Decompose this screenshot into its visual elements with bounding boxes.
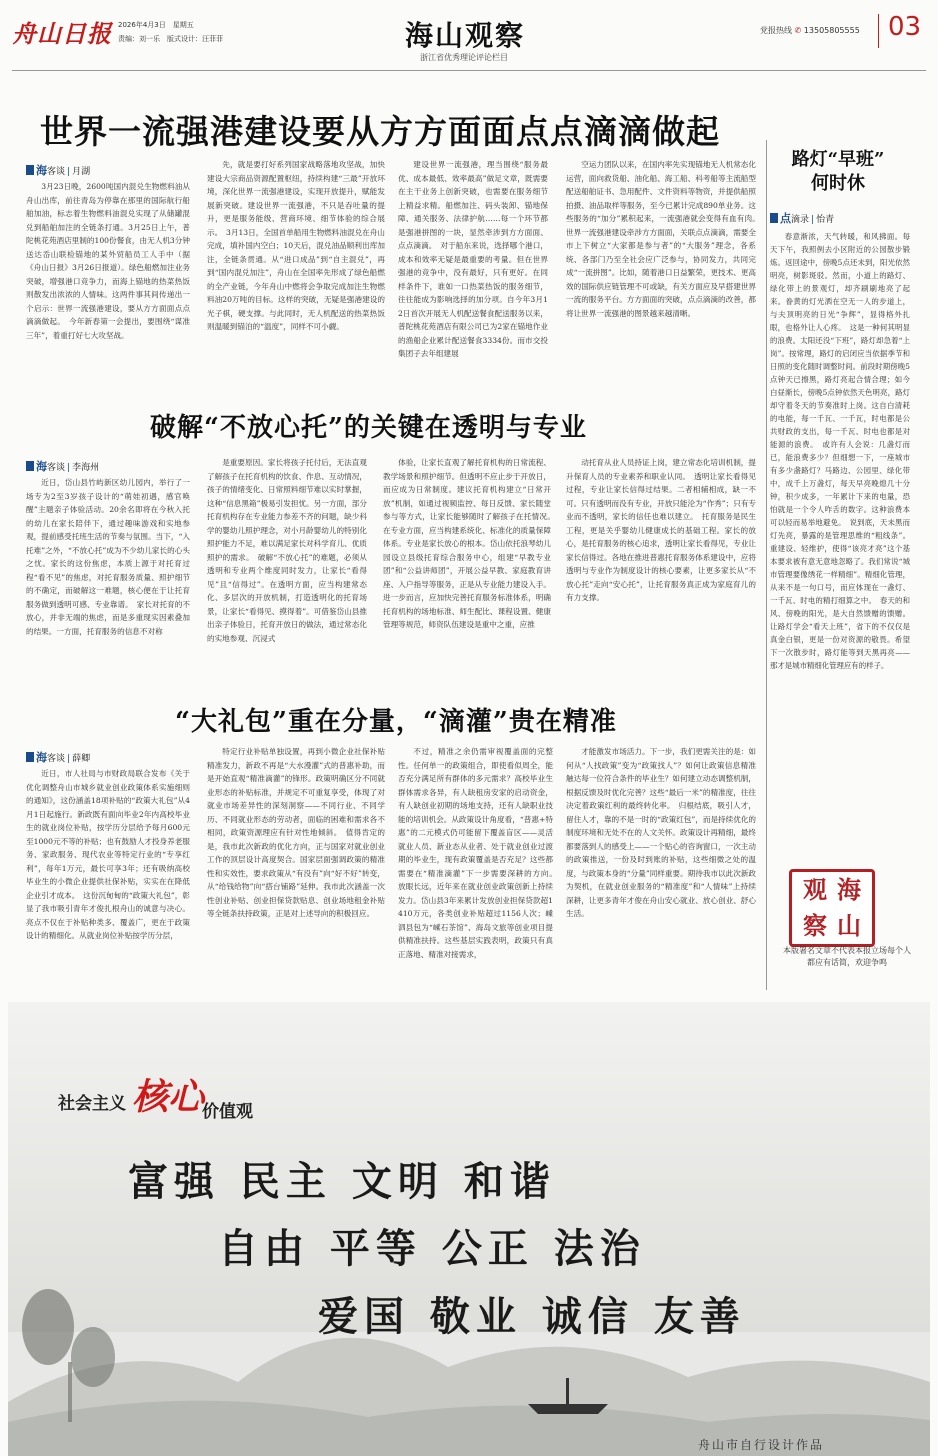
article2-column-1: [26, 476, 190, 684]
byline-square-icon: [26, 165, 34, 175]
paragraph: 才能激发市场活力。下一步，我们更需关注的是：如何从“人找政策”变为“政策找人”？如何让政策信息精准触达每一位符合条件的毕业生？如何建立动态调整机制，根据反馈及时优化完善？这些“最后一米”的精准度，往往决定着政策红利的最终转化率。 归根结底，吸引人才，留住人才，靠的不是一时的“政策红包”，而是持续优化的制度环境和无处不在的人文关怀。政策设计再精细，最终都要落到人的感受上——一个贴心的咨询窗口，一次主动的政策推送，一份及时到账的补贴，这些细微之处的温度，与政策本身的“分量”同样重要。期待我市以此次新政为契机，在就业创业服务的“精准度”和“人情味”上持续深耕，让更多青年才俊在舟山安心就业、放心创业、舒心生活。: [566, 747, 757, 918]
article1-column-1: [26, 180, 190, 390]
hotline: [760, 25, 860, 36]
paragraph: 近日，岱山县竹屿新区幼儿园内，举行了一场专为2至3岁孩子设计的“萌娃初遇，感官唤醒”主题亲子体验活动。20余名即将在今秋入托的幼儿在家长陪伴下，通过趣味游戏和实地参观，提前感受托班生活的节奏与氛围。当下，“入托难”之外，“不放心托”成为不少幼儿家长的心头之忧。家长的这份焦虑，本质上源于对托育过程“看不见”的焦虑，对托育服务质量、照护细节的不确定，而破解这一难题，核心便在于让托育服务做到透明可感、专业靠谱。 家长对托育的不放心，并非无端的焦虑，而是多重现实因素叠加的结果。一方面，托育服务的信息不对称: [26, 478, 190, 636]
seal-char: 海: [837, 875, 861, 904]
byline-square-icon: [26, 752, 34, 762]
paragraph: 特定行业补贴单独设置，再到小微企业社保补贴精准发力，新政不再是“大水漫灌”式的普惠补助，而是开始直观“精准滴灌”的锋形。政策明确区分不同就业形态的补贴标准，并规定不可重复享受，体现了对就业市场差异性的深刻洞察——不同行业、不同学历、不同就业形态的劳动者，面临的困难和需求各不相同，政策资源理应有针对性地倾斜。 值得肯定的是，我市此次新政的优化方向，正与国家对就业创业工作的顶层设计高度契合。国家层面强调政策的精准性和实效性，要求政策从“有没有”向“好不好”转变，从“给钱给物”向“搭台铺路”延伸。我市此次涵盖一次性创业补贴、创业担保贷款贴息、创业场地租金补贴等全链条扶持政策，正是对上述导向的积极回应。: [207, 747, 385, 918]
ad-values-row2: 自由 平等 公正 法治: [218, 1226, 646, 1272]
byline-brand: 海: [36, 460, 47, 473]
paragraph: 建设世界一流强港，理当围绕“服务最优、成本最低、效率最高”做足文章，既需要在主干业务上创新突破，也需要在服务细节上精益求精。船燃加注、码头装卸、锚地保障、通关服务、法律护航……每一个环节都是强港拼图的一块，显然牵涉到方方面面、点点滴滴。 对于船东来说，选择哪个港口，成本和效率无疑是最重要的考量。但在世界强港的竞争中，没有最好，只有更好。在同样条件下，谁如一口热菜热饭的服务细节，往往能成为影响选择的加分项。自今年3月12日首次开展无人机配送餐食配送服务以来，普陀桃花苑酒店有限公司已为2家在锚地作业的渔船企业累计配送餐食3334份。而市交投集团子去年组建展: [398, 160, 548, 358]
paragraph: 空运力团队以来，在国内率先实现锚地无人机常态化运营，面向救货船、油化船、海工船、科考船等主流船型配送船舶证书、急用配件、文件资料等物资，并提供船照拍摄、油品取样等服务，至今已累计完成890单业务。这些服务的“加分”累积起来，一流强港就会变得有血有肉。 世界一流强港建设牵涉方方面面，关联点点滴滴，需要全市上下树立“大家都是参与者”的“大服务”理念，各系统、各部门乃至全社会应广泛参与，协同发力，共同完成“一流拼图”。比如，随着港口日益繁荣，更技术、更高效的国际供应链管理不可或缺，有关方面应及早搭建世界一流的服务平台。方方面面的突破，点点滴滴的改善，都将让世界一流强港的图景越来越清晰。: [566, 160, 764, 318]
paragraph: 是重要原因。家长将孩子托付后，无法直观了解孩子在托育机构的饮食、作息、互动情况，孩子的情绪变化、日常照料细节难以实时掌握，这种“信息黑箱”极易引发担忧。另一方面，部分托育机构存在专业能力参差不齐的问题，缺少科学的婴幼儿照护理念，对小月龄婴幼儿的特别化照护能力不足，难以满足家长对科学育儿、优质照护的需求。 破解“不放心托”的难题，必须从透明和专业两个维度同时发力，让家长“看得见”且“信得过”。在透明方面，应当构建常态化、多层次的开放机制，打造透明化的托育场景，让家长“看得见、摸得着”。可借鉴岱山县推出亲子体验日，托育开放日的做法，通过常态化的实地参观、沉浸式: [207, 458, 367, 643]
byline-type: 客谈: [47, 167, 66, 177]
byline-type: 客谈: [47, 754, 66, 764]
byline-type: 滴录: [791, 215, 810, 225]
issue-date: 2026年4月3日 星期五: [118, 21, 194, 29]
paragraph: 不过，精准之余仍需审视覆盖面的完整性。任何单一的政策组合，即使看似周全，能否充分满足所有群体的多元需求？高校毕业生群体需求各异，有人缺租房安家的启动资金，有人缺创业初期的场地支持，还有人缺职业技能的培训机会。从政策设计角度看，“普惠+特惠”的二元模式仍可能留下覆盖盲区——灵活就业人员、新业态从业者、处于就业创业过渡期的毕业生，现有政策覆盖是否充足？这些都需要在“精准滴灌”下一步需要深耕的方向。 放眼长远，近年来在就业创业政策创新上持续发力。岱山县3年来累计发放创业担保贷款超1410万元，各类创业补贴超过1156人次；嵊泗县包为“嵊石茶馆”、海岛文旅等创业项目提供精准扶持。这些基层实践表明，政策只有真正落地、精准对接需求，: [398, 747, 561, 959]
sidebar-divider: [766, 140, 767, 990]
paragraph: 春意渐浓，天气转暖，和风拂面。每天下午，我照例去小区附近的公园散步锻炼。返回途中，傍晚5点还未到，阳光依然明亮，树影斑驳。然而，小道上的路灯、绿化带上的景观灯，却齐刷刷地亮了起来。眷黄的灯光洒在空无一人的步道上，与夫顶明亮的日光“争辉”，显得格外扎眼，也格外让人心疼。 这是一种何其明显的浪费。太阳还没“下班”，路灯却急着“上岗”。按常理，路灯的启闭应当依据季节和日照的变化随时调整时间。前段时期傍晚5点钟天已擦黑，路灯亮起合情合理；如今白昼渐长，傍晚5点钟依然天色明亮，路灯却守着冬天的节奏准时上岗。这自白清耗的电能，每一千瓦、一千瓦，时电都是公共财政的支出，每一千瓦、时电也都是对能源的浪费。 或许有人会说：几盏灯而已，能浪费多少？但细想一下，一座城市有多少盏路灯？马路边、公园里、绿化带中，成千上万盏灯，每天早亮晚熄几十分钟，积少成多，一年累计下来的电量，恐怕就是一个令人咋舌的数字。这种浪费本可以轻而易举地避免。 说到底，天未黑而灯先亮，暴露的是管理思维的“粗线条”。重建设、轻维护，使得“该亮才亮”这个基本要求被有意无意地忽略了。我们常说“城市管理要像绣花一样精细”。精细化管理，从来不是一句口号，而应体现在一盏灯、一千瓦、时电的精打细算之中。 春天的和风、傍晚的阳光，是大自然馈赠的馈赠。让路灯学会“看天上班”，省下的不仅仅是真金白银，更是一份对资源的敬畏。希望下一次散步时，路灯能等到天黑再亮——那才是城市精细化管理应有的样子。: [770, 232, 910, 670]
article1-column-3: [398, 158, 548, 390]
article1-column-2: [207, 158, 385, 390]
byline-author: 薛卿: [72, 754, 91, 764]
header-rule: [12, 70, 926, 71]
seal-char: 察: [803, 911, 827, 940]
article3-column-2: [207, 745, 385, 987]
article1-byline: [26, 162, 90, 178]
phone-icon: ✆: [794, 26, 802, 35]
sidebar-title-line2: 何时休: [811, 173, 865, 194]
disclaimer: 本版署名文章不代表本报立场每个人都应有话简，欢迎争鸣: [783, 946, 911, 967]
editor-credits: 责编：刘一乐 版式设计：汪菲菲: [118, 35, 223, 43]
article2-column-4: [566, 456, 756, 684]
paragraph: 动托育从业人员持证上岗，建立常态化培训机制，提升保育人员的专业素养和职业认同。 透明让家长看得见过程，专业让家长信得过结果。二者相辅相成，缺一不可。只有透明而没有专业，开放只能沦为“作秀”；只有专业而不透明，家长的信任也难以建立。 托育服务是民生工程，更是关乎婴幼儿健康成长的基础工程。家长的放心，是托育服务的核心追求，透明让家长看得见，专业让家长信得过。各地在推进普惠托育服务体系建设中，应将透明与专业作为制度设计的核心要素，让更多家长从“不放心托”走向“安心托”，让托育服务真正成为家庭育儿的有力支撑。: [566, 458, 757, 602]
byline-square-icon: [26, 461, 34, 471]
paragraph: 体验，让家长直观了解托育机构的日常流程、教学场景和照护细节。但透明不应止步于开放日，而应成为日常制度。建议托育机构建立“日常开放”机制，如通过视频监控、每日反馈、家长随堂参与等方式，让家长能够随时了解孩子在托情况。 在专业方面，应当构建系统化、标准化的质量保障体系。专业是家长放心的根本。岱山依托浪琴幼儿园设立县级托育综合服务中心，组建“早教专业团”和“公益讲师团”，开展公益早教、家庭教育讲座、入户指导等服务，正是从专业能力建设入手。进一步而言，应加快完善托育服务标准体系，明确托育机构的场地标准、师生配比、课程设置、健康管理等规范，师资队伍建设是重中之重，应推: [383, 458, 559, 629]
sidebar-title: [773, 148, 903, 196]
byline-brand: 海: [36, 164, 47, 177]
byline-separator: |: [811, 215, 815, 225]
byline-author: 李海州: [72, 463, 100, 473]
byline-author: 月湖: [72, 167, 91, 177]
hotline-number: 13505805555: [803, 26, 860, 35]
paragraph: 3月23日晚，2600吨国内混兑生物燃料油从舟山出库，前往青岛为停靠在那里的国际航行船舶加油，标志着生物燃料油混兑实现了从储罐混兑到船舶加注的全链条打通。3月25日上午，普陀桃花苑酒店里制的100份餐食，由无人机3分钟送达岙山联检锚地的某外贸船员工人手中（据《舟山日报》3月26日报道）。绿色船燃加注业务突破，增强港口竞争力，而海上锚地的热菜热饭则散发出浓浓的人情味。这两件事其间传递出一个启示：世界一流强港建设，要从方方面面点点滴滴做起。 今年新春第一会提出，要围绕“谋准三年”，着重打好七大攻坚战。: [26, 182, 190, 340]
section-title: 海山观察: [405, 19, 526, 52]
public-service-ad: [8, 1002, 930, 1456]
article2-column-2: [207, 456, 367, 684]
ad-slogan: [58, 1069, 204, 1120]
ad-slogan-calligraphy: 核心: [132, 1076, 205, 1118]
seal-char: 山: [837, 911, 861, 940]
section-subtitle: 浙江省优秀理论评论栏目: [420, 53, 508, 62]
byline-separator: |: [67, 167, 71, 177]
ad-slogan-prefix: 社会主义: [58, 1094, 126, 1114]
article1-headline: 世界一流强港建设要从方方面面点点滴滴做起: [40, 112, 720, 151]
seal-char: 观: [803, 875, 827, 904]
article3-byline: [26, 749, 90, 765]
article3-column-1: [26, 767, 190, 987]
ad-values-row1: 富强 民主 文明 和谐: [128, 1159, 556, 1205]
article3-headline: “大礼包”重在分量，“滴灌”贵在精准: [175, 707, 617, 737]
page-number: 03: [888, 12, 922, 42]
byline-brand: 点: [780, 212, 791, 225]
article2-column-3: [383, 456, 559, 684]
newspaper-logo: 舟山日报: [12, 19, 112, 48]
hotline-label: 党报热线: [760, 26, 792, 35]
sidebar-column: [770, 230, 910, 862]
article3-column-3: [398, 745, 561, 987]
byline-separator: |: [67, 754, 71, 764]
article3-column-4: [566, 745, 756, 987]
ad-values-row3: 爱国 敬业 诚信 友善: [318, 1294, 746, 1340]
byline-square-icon: [770, 213, 778, 223]
header-divider: [878, 14, 879, 48]
paragraph: 先，就是要打好系列国家战略落地攻坚战，加快建设大宗商品资源配置枢纽，持续构建“三最”开放环境，深化世界一流强港建设，实现开放提升，赋能发展新突破。建设世界一流强港，不只是吞吐量的提升，更是服务能级、营商环境、细节体验的综合展示。 3月13日，全国首单船用生物燃料油混兑在舟山完成，填补国内空白；10天后，混兑油品顺利出库加注，全链条贯通。从“进口成品”到“自主混兑”，再到“国内混兑加注”，舟山在全国率先形成了绿色船燃的全产业链，今年舟山中燃将会争取完成加注生物燃料油20万吨的目标。这样的突破，无疑是强港建设的光子棋，硬支撑。与此同时，无人机配送的热菜热饭则温暖到锚泊的“温度”，同样不可小觑。: [207, 160, 385, 331]
masthead: [0, 0, 938, 70]
column-seal: [789, 869, 875, 947]
ad-slogan-suffix: 价值观: [202, 1102, 253, 1122]
byline-separator: |: [67, 463, 71, 473]
sidebar-byline: [770, 210, 834, 226]
paragraph: 近日，市人社局与市财政局联合发布《关于优化调整舟山市城乡就业创业政策体系实施细则的通知》，这份涵盖18项补贴的“政策大礼包”从4月1日起施行。新政既有面向毕业2年内高校毕业生的就业岗位补贴，按学历分层给予每月600元至1000元不等的补贴；也有鼓励人才投身养老服务、家政服务、现代农业等特定行业的“专享红利”，每年1万元，最长可享3年；还有吸纳高校毕业生的小微企业提供社保补贴，实实在在降低企业引才成本。 这份沉甸甸的“政策大礼包”，彰显了我市吸引青年才俊扎根舟山的诚意与决心。亮点不仅在于补贴种类多、覆盖广，更在于政策设计的精细化。从就业岗位补贴按学历分层，: [26, 769, 190, 940]
article2-headline: 破解“不放心托”的关键在透明与专业: [150, 413, 587, 443]
byline-brand: 海: [36, 751, 47, 764]
ad-credit: 舟山市自行设计作品: [698, 1438, 825, 1452]
byline-author: 怡青: [816, 215, 835, 225]
article2-byline: [26, 458, 99, 474]
article1-column-4: [566, 158, 764, 390]
byline-type: 客谈: [47, 463, 66, 473]
sidebar-title-line1: 路灯“早班”: [791, 149, 885, 170]
